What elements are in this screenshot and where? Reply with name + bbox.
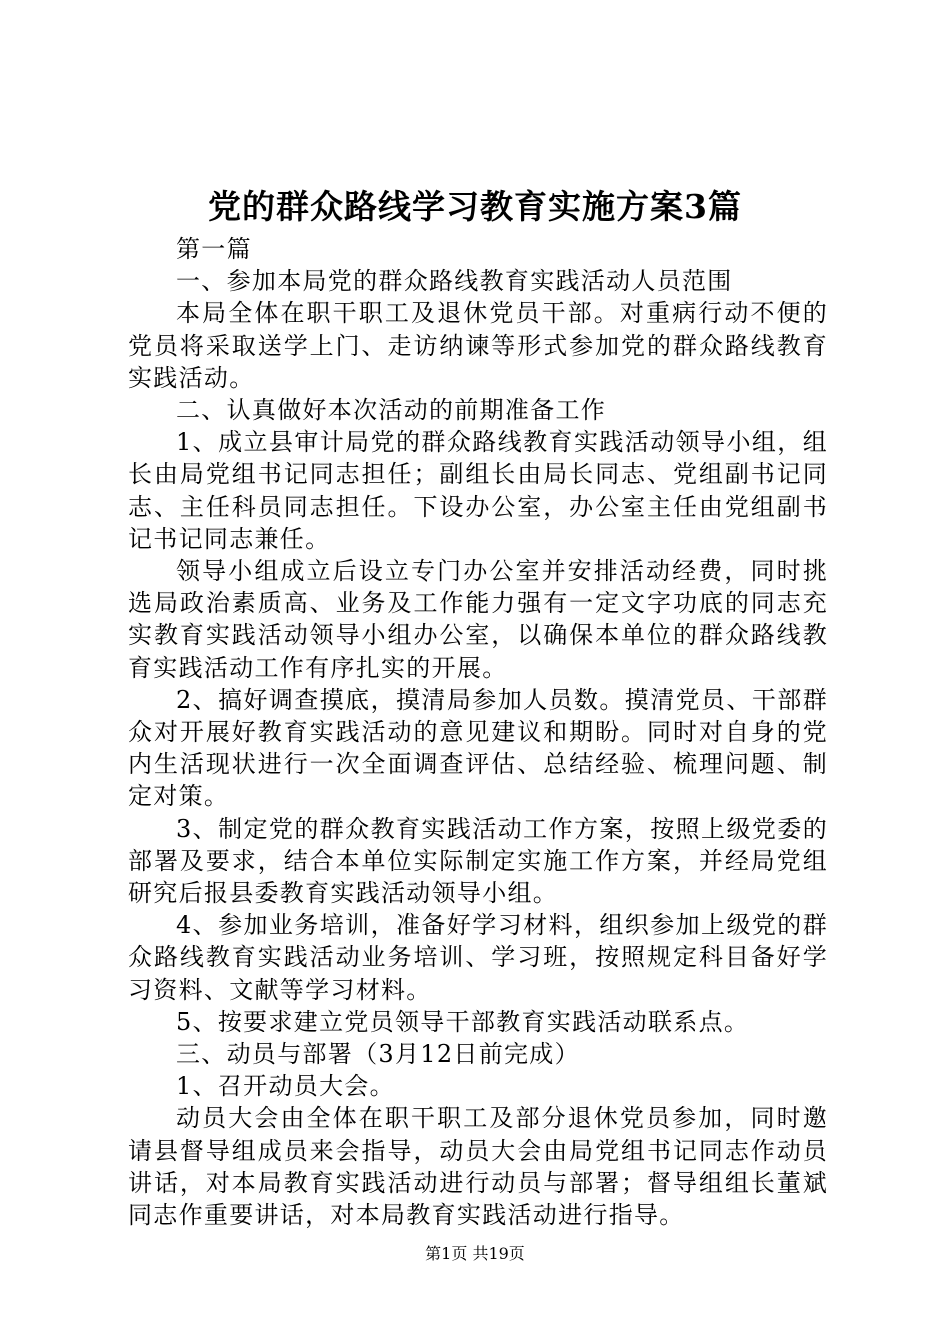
sub-heading: 1、召开动员大会。	[176, 1072, 395, 1101]
body-paragraph: 5、按要求建立党员领导干部教育实践活动联系点。	[176, 1007, 750, 1036]
body-paragraph: 3、制定党的群众教育实践活动工作方案，按照上级党委的部署及要求，结合本单位实际制定实施工作方案，并经局党组研究后报县委教育实践活动领导小组。	[128, 814, 828, 908]
heading-one: 一、参加本局党的群众路线教育实践活动人员范围	[176, 267, 733, 296]
section-heading: 第一篇	[176, 235, 252, 263]
document-title: 党的群众路线学习教育实施方案3篇	[208, 187, 742, 226]
body-paragraph: 本局全体在职干职工及退休党员干部。对重病行动不便的党员将采取送学上门、走访纳谏等形式参加党的群众路线教育实践活动。	[128, 299, 828, 392]
heading-two: 二、认真做好本次活动的前期准备工作	[176, 396, 607, 425]
page-number-footer: 第1页 共19页	[425, 1244, 525, 1263]
heading-three: 三、动员与部署（3月12日前完成）	[176, 1040, 580, 1069]
body-paragraph: 1、成立县审计局党的群众路线教育实践活动领导小组，组长由局党组书记同志担任；副组长由局长同志、党组副书记同志、主任科员同志担任。下设办公室，办公室主任由党组副书记书记同志兼任。	[128, 428, 828, 553]
body-paragraph: 4、参加业务培训，准备好学习材料，组织参加上级党的群众路线教育实践活动业务培训、学习班，按照规定科目备好学习资料、文献等学习材料。	[128, 911, 828, 1004]
body-paragraph: 2、搞好调查摸底，摸清局参加人员数。摸清党员、干部群众对开展好教育实践活动的意见建议和期盼。同时对自身的党内生活现状进行一次全面调查评估、总结经验、梳理问题、制定对策。	[128, 685, 828, 811]
document-body	[128, 233, 828, 1231]
body-paragraph: 动员大会由全体在职干职工及部分退休党员参加，同时邀请县督导组成员来会指导，动员大会由局党组书记同志作动员讲话，对本局教育实践活动进行动员与部署；督导组组长董斌同志作重要讲话，对本局教育实践活动进行指导。	[128, 1104, 828, 1230]
body-paragraph: 领导小组成立后设立专门办公室并安排活动经费，同时挑选局政治素质高、业务及工作能力强有一定文字功底的同志充实教育实践活动领导小组办公室，以确保本单位的群众路线教育实践活动工作有序扎实的开展。	[128, 557, 828, 682]
